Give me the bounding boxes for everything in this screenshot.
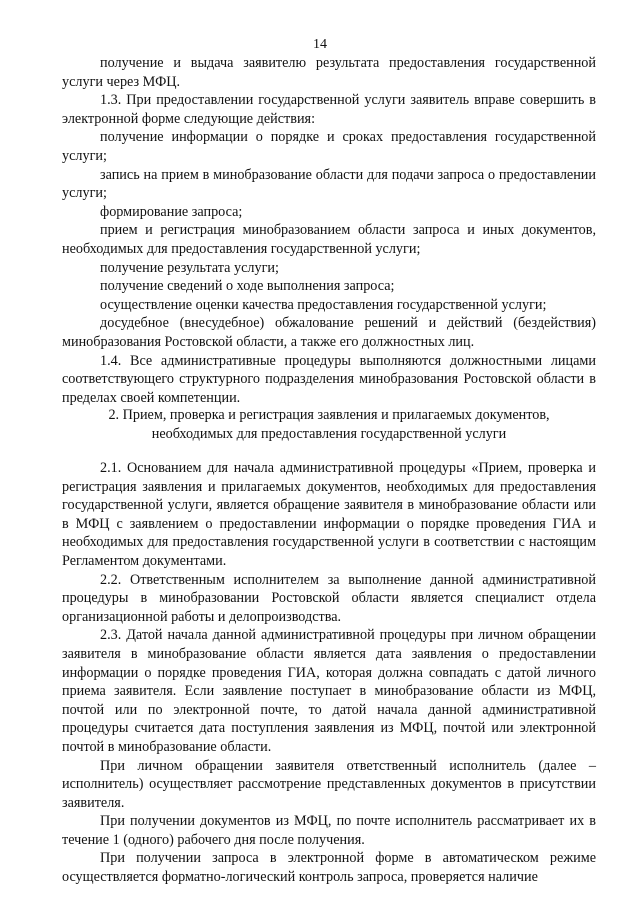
- paragraph: 1.3. При предоставлении государственной услуги заявитель вправе совершить в электронной форме следующие действия:: [62, 92, 596, 127]
- section-heading-line2: необходимых для предоставления государственной услуги: [151, 426, 507, 442]
- paragraph: получение сведений о ходе выполнения запроса;: [100, 278, 395, 295]
- paragraph: При получении документов из МФЦ, по почте исполнитель рассматривает их в течение 1 (одного) рабочего дня после получения.: [62, 813, 596, 848]
- paragraph: получение результата услуги;: [100, 259, 279, 276]
- paragraph: получение и выдача заявителю результата предоставления государственной услуги через МФЦ.: [62, 55, 596, 90]
- paragraph: 2.3. Датой начала данной административной процедуры при личном обращении заявителя в минобразование области является дата заявления о предоставлении информации о порядке проведения ГИА, которая должна совпадать с датой личного приема заявителя. Если заявление поступает в минобразование области из МФЦ, почтой или по электронной почте, то датой начала данной административной процедуры считается дата поступления заявления из МФЦ, почтой или электронной почтой в минобразование области.: [62, 627, 596, 755]
- text-block-bottom: [62, 459, 596, 887]
- page-number: 14: [313, 37, 327, 52]
- paragraph: формирование запроса;: [100, 203, 243, 220]
- paragraph: 2.1. Основанием для начала административной процедуры «Прием, проверка и регистрация заявления и прилагаемых документов, необходимых для предоставления государственной услуги, является обращение заявителя в минобразование области или в МФЦ с заявлением о предоставлении информации о порядке проведения ГИА и необходимых для предоставления государственной услуги в соответствии с настоящим Регламентом документами.: [62, 460, 596, 569]
- paragraph: осуществление оценки качества предоставления государственной услуги;: [100, 296, 547, 313]
- paragraph: прием и регистрация минобразованием области запроса и иных документов, необходимых для предоставления государственной услуги;: [62, 222, 596, 257]
- section-heading: [62, 406, 596, 444]
- paragraph: досудебное (внесудебное) обжалование решений и действий (бездействия) минобразования Ростовской области, а также его должностных лиц.: [62, 315, 596, 350]
- paragraph: запись на прием в минобразование области для подачи запроса о предоставлении услуги;: [62, 166, 596, 202]
- paragraph: При получении запроса в электронной форме в автоматическом режиме осуществляется форматно-логический контроль запроса, проверяется наличие: [62, 850, 596, 886]
- paragraph: получение информации о порядке и сроках предоставления государственной услуги;: [62, 129, 596, 164]
- section-heading-line1: 2. Прием, проверка и регистрация заявления и прилагаемых документов,: [108, 407, 550, 423]
- text-block-top: [62, 54, 596, 407]
- paragraph: 2.2. Ответственным исполнителем за выполнение данной административной процедуры в минобразовании Ростовской области является специалист отдела организационной работы и делопроизводства.: [62, 571, 596, 625]
- paragraph: При личном обращении заявителя ответственный исполнитель (далее – исполнитель) осуществляет рассмотрение представленных документов в присутствии заявителя.: [62, 757, 596, 811]
- paragraph: 1.4. Все административные процедуры выполняются должностными лицами соответствующего структурного подразделения минобразования Ростовской области в пределах своей компетенции.: [62, 352, 596, 406]
